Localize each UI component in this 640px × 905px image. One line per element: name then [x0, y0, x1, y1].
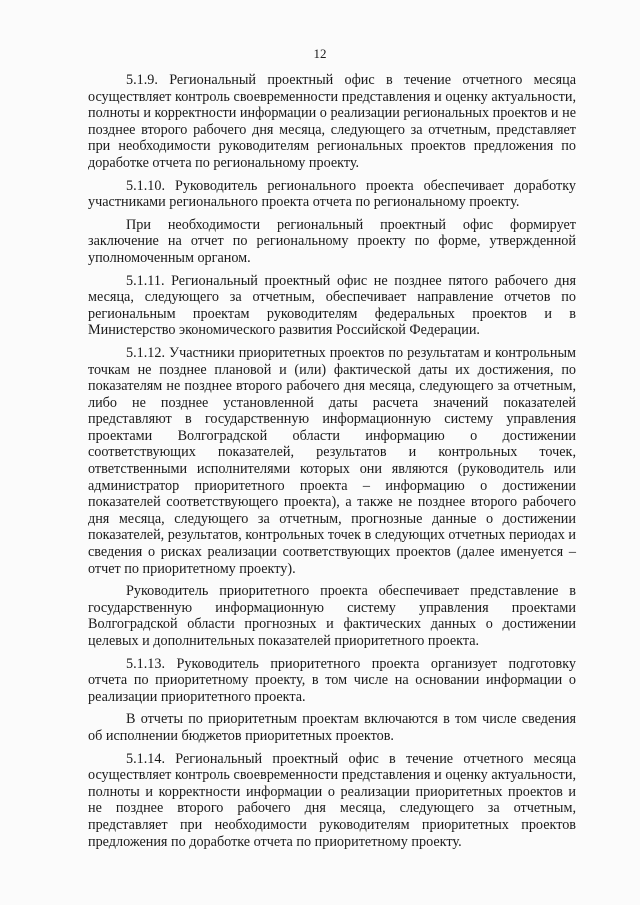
paragraph-5-1-14: 5.1.14. Региональный проектный офис в течение отчетного месяца осуществляет контроль своевременности представления и оценку актуальности, полноты и корректности информации о реализации приоритетных проектов и не позднее второго рабочего дня месяца, следующего за отчетным, представляет при необходимости руководителям приоритетных проектов предложения по доработке отчета по приоритетному проекту.	[88, 750, 576, 850]
paragraph-5-1-13: 5.1.13. Руководитель приоритетного проекта организует подготовку отчета по приоритетному проекту, в том числе на основании информации о реализации приоритетного проекта.	[88, 655, 576, 705]
paragraph-budget-info: В отчеты по приоритетным проектам включаются в том числе сведения об исполнении бюджетов приоритетных проектов.	[88, 711, 576, 744]
paragraph-5-1-11: 5.1.11. Региональный проектный офис не позднее пятого рабочего дня месяца, следующего за отчетным, обеспечивает направление отчетов по региональным проектам руководителям федеральных проектов и в Министерство экономического развития Российской Федерации.	[88, 272, 576, 339]
paragraph-5-1-12: 5.1.12. Участники приоритетных проектов по результатам и контрольным точкам не позднее плановой и (или) фактической даты их достижения, по показателям не позднее второго рабочего дня месяца, следующего за отчетным, либо не позднее установленной даты расчета значений показателей представляют в государственную информационную систему управления проектами Волгоградской области информацию о достижении соответствующих показателей, результатов и контрольных точек, ответственными исполнителями которых они являются (руководитель или администратор приоритетного проекта – информацию о достижении показателей соответствующего проекта), а также не позднее второго рабочего дня месяца, следующего за отчетным, прогнозные данные о достижении показателей, результатов, контрольных точек в следующих отчетных периодах и сведения о рисках реализации соответствующих проектов (далее именуется – отчет по приоритетному проекту).	[88, 344, 576, 577]
document-body	[88, 72, 576, 856]
paragraph-conclusion: При необходимости региональный проектный офис формирует заключение на отчет по региональному проекту по форме, утвержденной уполномоченным органом.	[88, 216, 576, 266]
page-number: 12	[313, 46, 327, 61]
paragraph-5-1-10: 5.1.10. Руководитель регионального проекта обеспечивает доработку участниками регионального проекта отчета по региональному проекту.	[88, 177, 576, 211]
paragraph-project-lead-submission: Руководитель приоритетного проекта обеспечивает представление в государственную информационную систему управления проектами Волгоградской области прогнозных и фактических данных о достижении целевых и дополнительных показателей приоритетного проекта.	[88, 583, 576, 649]
paragraph-5-1-9: 5.1.9. Региональный проектный офис в течение отчетного месяца осуществляет контроль своевременности представления и оценку актуальности, полноты и корректности информации о реализации региональных проектов и не позднее второго рабочего дня месяца, следующего за отчетным, представляет при необходимости руководителям региональных проектов предложения по доработке отчета по региональному проекту.	[88, 72, 576, 171]
